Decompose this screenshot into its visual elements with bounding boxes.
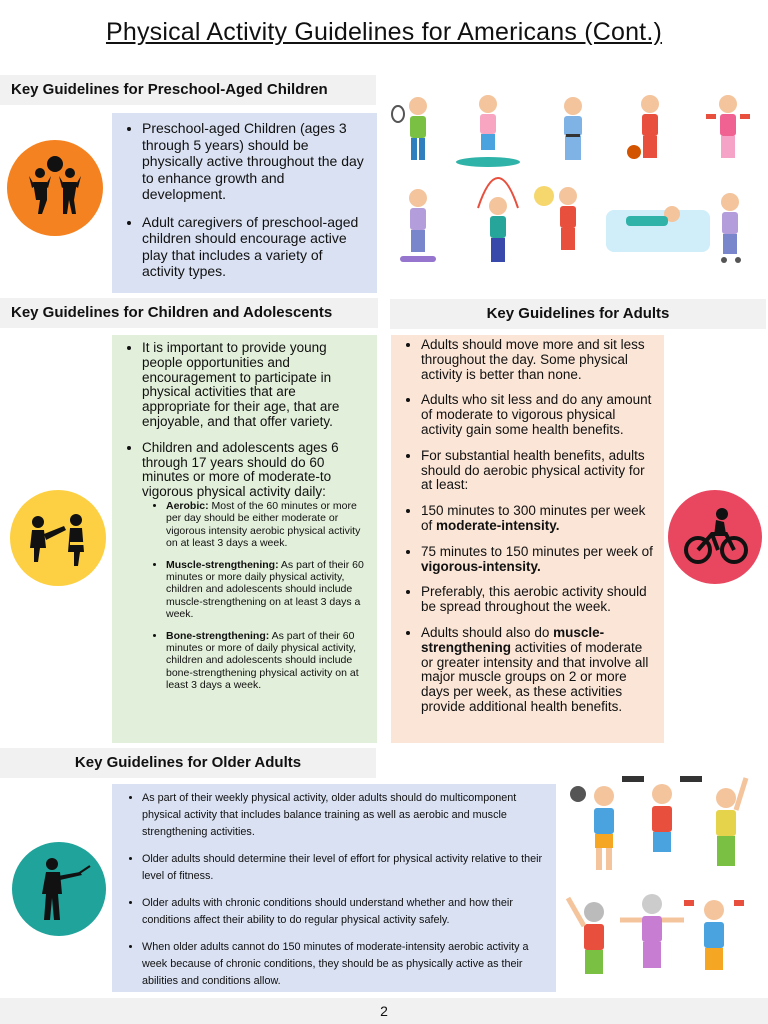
cyclist-icon [668, 490, 762, 584]
list-item: • Older adults should determine their level of effort for physical activity relative to their level of fitness. [142, 851, 546, 885]
list-item: • For substantial health benefits, adults should do aerobic physical activity for at least: [421, 449, 654, 493]
section-heading-children: Key Guidelines for Children and Adolescents [0, 298, 378, 328]
list-item: • Adult caregivers of preschool-aged children should encourage active play that includes a variety of activity types. [142, 214, 367, 280]
children-playing-icon [7, 140, 103, 236]
sub-item-label: Bone-strengthening: [166, 629, 270, 642]
adults-guidelines-box [391, 335, 664, 743]
sub-item-label: Muscle-strengthening: [166, 558, 279, 571]
golfer-icon [12, 842, 106, 936]
list-item: • Preferably, this aerobic activity should be spread throughout the week. [421, 585, 654, 615]
page-number: 2 [0, 998, 768, 1024]
list-item: • It is important to provide young people opportunities and encouragement to participate in physical activities that are appropriate for their age, that are enjoyable, and that offer variety. [142, 341, 367, 430]
list-item-text: 75 minutes to 150 minutes per week of [421, 543, 653, 559]
sub-item-text: As part of their 60 minutes or more of daily physical activity, children and adolescents should include bone-strengthening physical activity on at least 3 days a week. [166, 629, 359, 692]
section-heading-older-adults: Key Guidelines for Older Adults [0, 748, 376, 778]
section-heading-preschool: Key Guidelines for Preschool-Aged Children [0, 75, 376, 105]
list-item-bold: muscle-strengthening [421, 624, 605, 655]
list-item: • When older adults cannot do 150 minutes of moderate-intensity aerobic activity a week because of chronic conditions, they should be as physically active as their abilities and conditions allow. [142, 939, 546, 990]
list-item-text: activities of moderate or greater intensity and that involve all major muscle groups on 2 or more days per week, as these activities provide additional health benefits. [421, 639, 649, 714]
older-adults-guidelines-box [112, 784, 556, 992]
list-item-text: Adults should also do [421, 624, 554, 640]
sub-item-label: Aerobic: [166, 499, 209, 512]
list-item-text: 150 minutes to 300 minutes per week of [421, 503, 646, 533]
list-item-bold: vigorous-intensity. [421, 558, 541, 574]
section-heading-adults: Key Guidelines for Adults [390, 299, 766, 329]
list-item-bold: moderate-intensity. [436, 517, 560, 533]
preschool-guidelines-box [112, 113, 377, 293]
older-adults-exercise-illustration [564, 770, 764, 992]
list-item-text: Children and adolescents ages 6 through 17 years should do 60 minutes or more of moderate-to vigorous physical activity daily: [142, 439, 339, 500]
children-guidelines-box [112, 335, 377, 743]
list-item: • As part of their weekly physical activity, older adults should do multicomponent physical activity that includes balance training as well as aerobic and muscle strengthening activities. [142, 790, 546, 841]
list-item: • Preschool-aged Children (ages 3 through 5 years) should be physically active throughout the day to enhance growth and development. [142, 120, 367, 203]
list-item [421, 545, 654, 575]
sub-item-muscle [166, 559, 367, 621]
sub-item-bone [166, 630, 367, 692]
sub-item-text: As part of their 60 minutes or more daily physical activity, children and adolescents should include muscle-strengthening on at least 3 days a week. [166, 558, 364, 621]
martial-arts-icon [10, 490, 106, 586]
list-item: • Adults who sit less and do any amount of moderate to vigorous physical activity gain some health benefits. [421, 393, 654, 437]
list-item: • Older adults with chronic conditions should understand whether and how their conditions affect their ability to do regular physical activity safely. [142, 895, 546, 929]
list-item [142, 441, 367, 692]
page-title: Physical Activity Guidelines for Americans (Cont.) [105, 18, 663, 46]
sub-item-text: Most of the 60 minutes or more per day should be either moderate or vigorous intensity aerobic physical activity on at least 3 days a week. [166, 499, 361, 550]
sub-item-aerobic [166, 500, 367, 550]
list-item [421, 626, 654, 715]
list-item [421, 504, 654, 534]
list-item: • Adults should move more and sit less throughout the day. Some physical activity is better than none. [421, 338, 654, 382]
kids-activities-illustration [388, 88, 760, 274]
